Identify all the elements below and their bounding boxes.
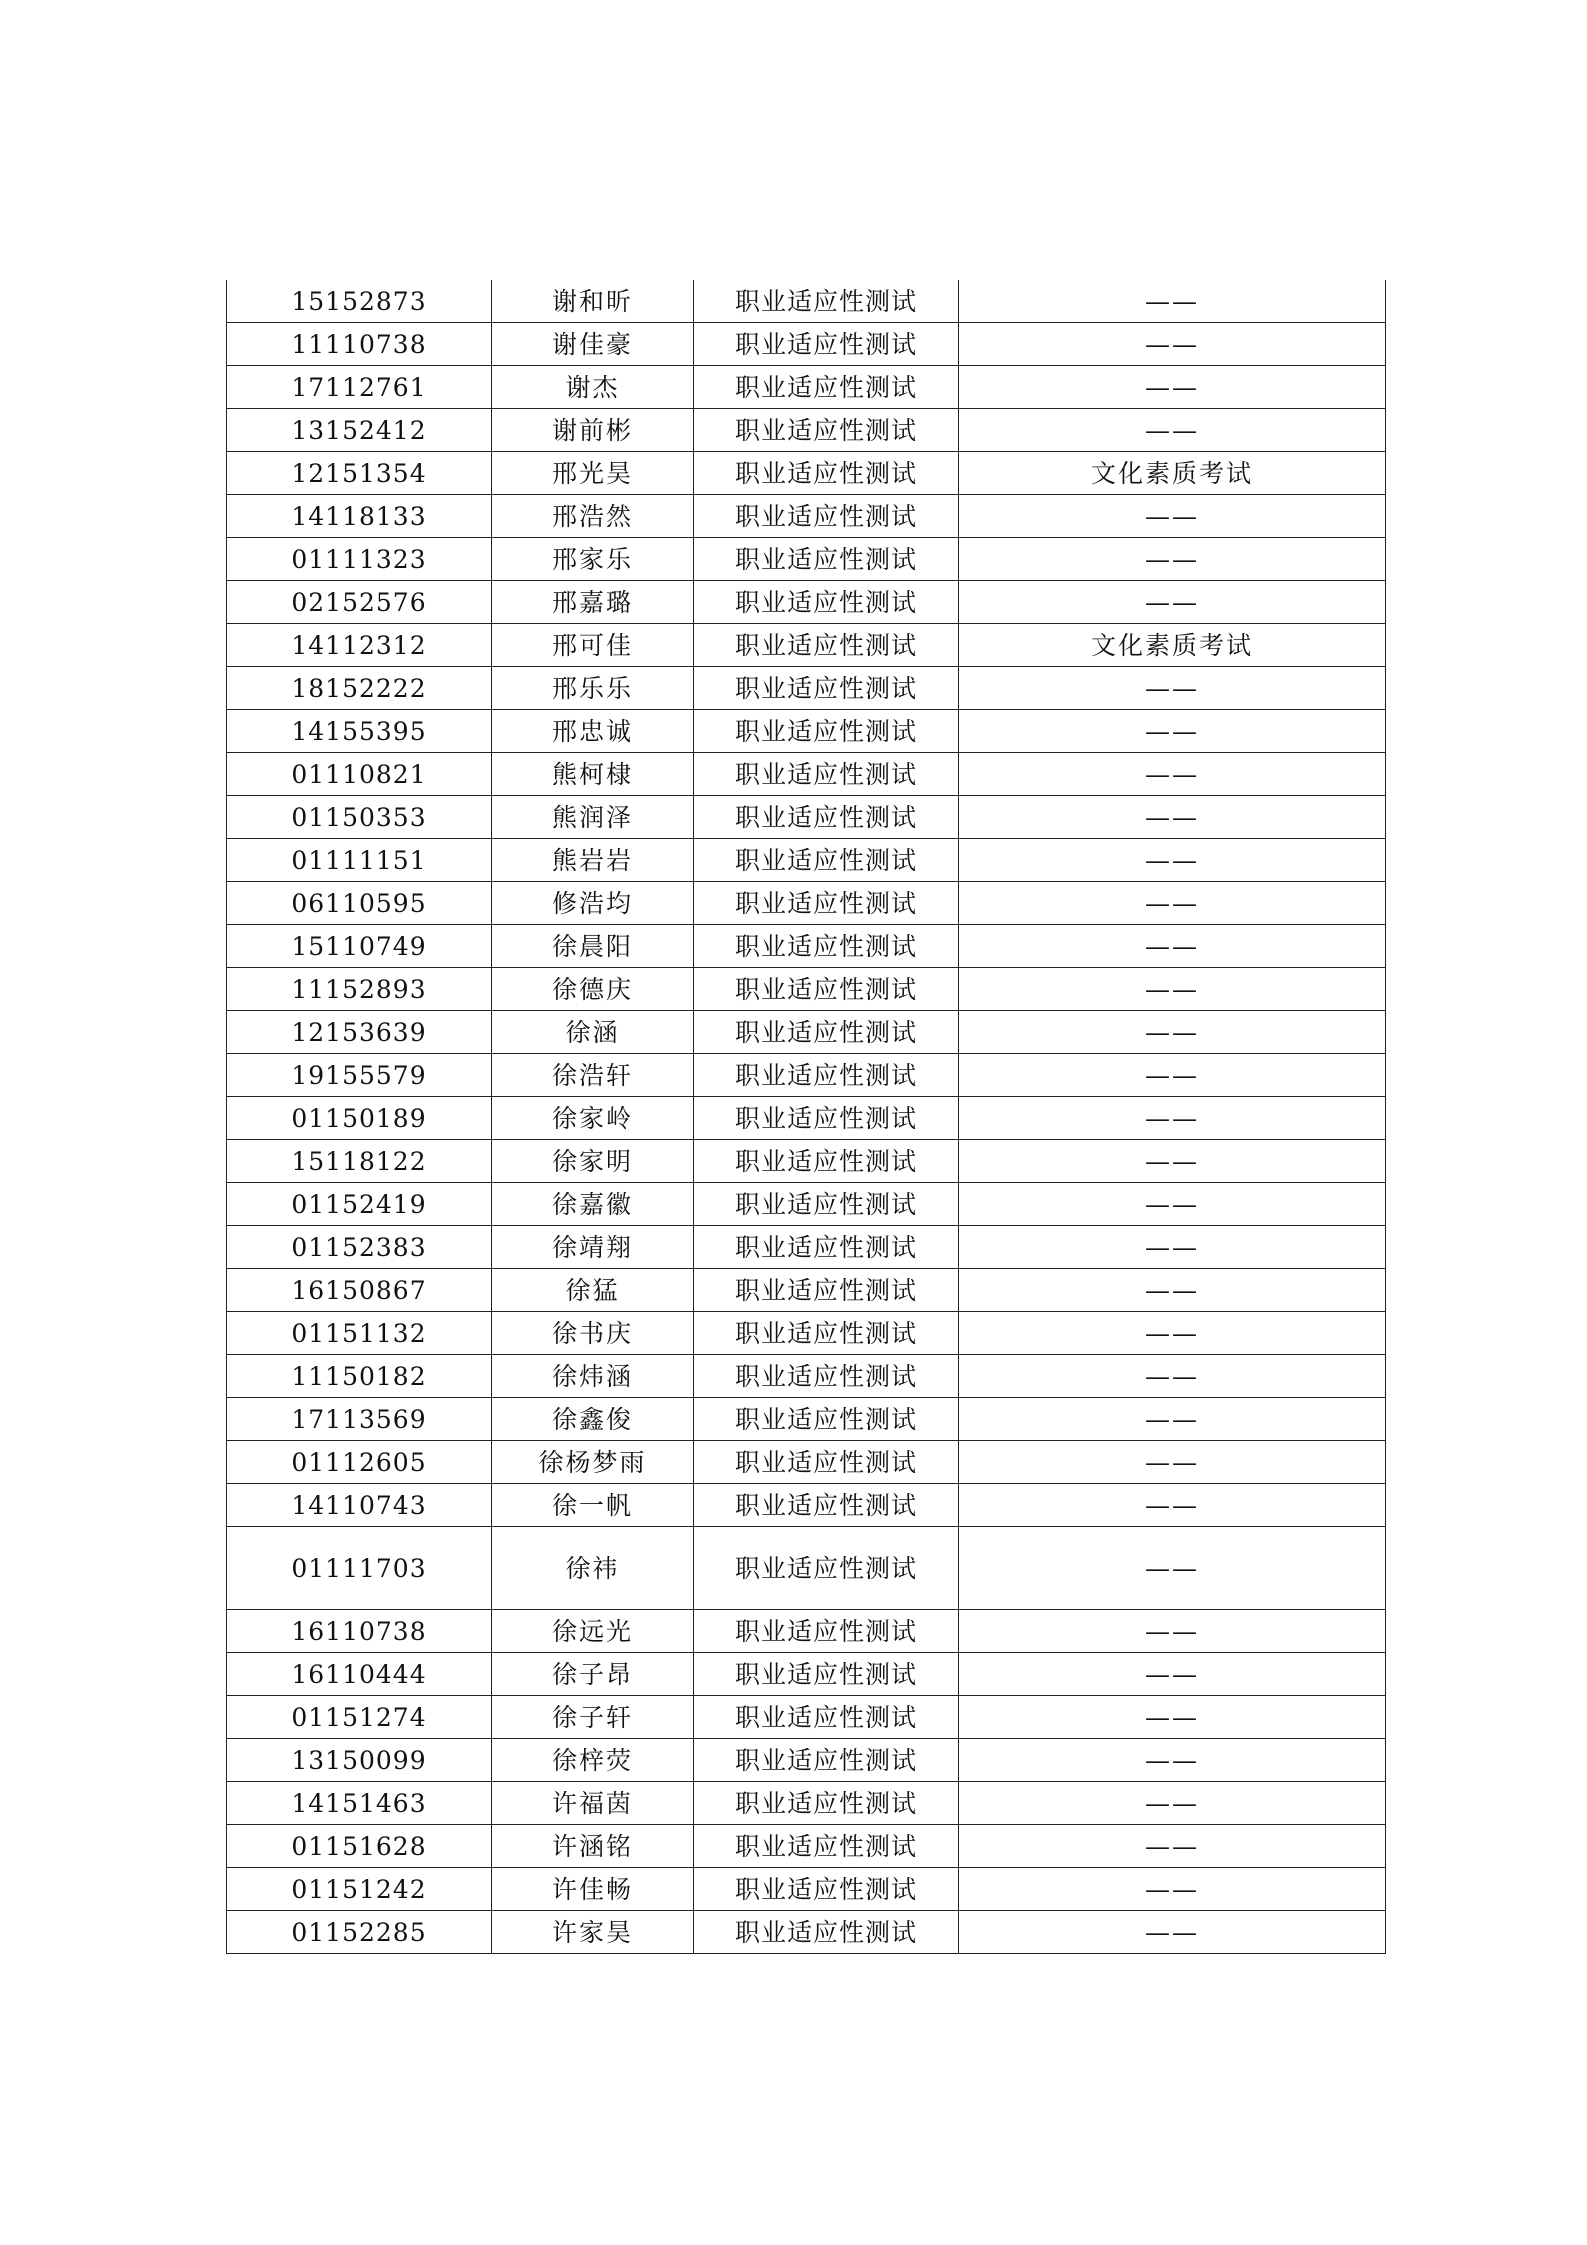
- candidate-id-cell: 11110738: [227, 323, 492, 366]
- candidate-id-cell: 15118122: [227, 1140, 492, 1183]
- additional-exam-cell: ——: [959, 1398, 1386, 1441]
- table-row: [227, 1398, 1386, 1441]
- candidate-id-cell: 01151628: [227, 1825, 492, 1868]
- table-row: [227, 1484, 1386, 1527]
- table-row: [227, 323, 1386, 366]
- test-type-cell: 职业适应性测试: [694, 968, 959, 1011]
- table-row: [227, 1825, 1386, 1868]
- table-row: [227, 409, 1386, 452]
- table-row: [227, 1140, 1386, 1183]
- candidate-id-cell: 02152576: [227, 581, 492, 624]
- candidate-name-cell: 邢嘉璐: [492, 581, 694, 624]
- table-row: [227, 1054, 1386, 1097]
- table-row: [227, 1610, 1386, 1653]
- additional-exam-cell: ——: [959, 1610, 1386, 1653]
- table-row: [227, 925, 1386, 968]
- test-type-cell: 职业适应性测试: [694, 409, 959, 452]
- test-type-cell: 职业适应性测试: [694, 1140, 959, 1183]
- candidate-name-cell: 邢可佳: [492, 624, 694, 667]
- test-type-cell: 职业适应性测试: [694, 1653, 959, 1696]
- candidate-name-cell: 许佳畅: [492, 1868, 694, 1911]
- candidate-id-cell: 19155579: [227, 1054, 492, 1097]
- test-type-cell: 职业适应性测试: [694, 581, 959, 624]
- additional-exam-cell: ——: [959, 839, 1386, 882]
- table-row: [227, 366, 1386, 409]
- test-type-cell: 职业适应性测试: [694, 839, 959, 882]
- table-body: [227, 280, 1386, 1954]
- candidate-name-cell: 邢浩然: [492, 495, 694, 538]
- additional-exam-cell: ——: [959, 1269, 1386, 1312]
- candidate-name-cell: 熊润泽: [492, 796, 694, 839]
- test-type-cell: 职业适应性测试: [694, 925, 959, 968]
- table-row: [227, 1911, 1386, 1954]
- candidate-name-cell: 邢忠诚: [492, 710, 694, 753]
- table-row: [227, 882, 1386, 925]
- test-type-cell: 职业适应性测试: [694, 753, 959, 796]
- test-type-cell: 职业适应性测试: [694, 495, 959, 538]
- table-row: [227, 796, 1386, 839]
- test-type-cell: 职业适应性测试: [694, 1610, 959, 1653]
- test-type-cell: 职业适应性测试: [694, 1868, 959, 1911]
- additional-exam-cell: ——: [959, 1183, 1386, 1226]
- candidate-name-cell: 邢光昊: [492, 452, 694, 495]
- table-row: [227, 1527, 1386, 1610]
- candidate-id-cell: 16150867: [227, 1269, 492, 1312]
- test-type-cell: 职业适应性测试: [694, 1782, 959, 1825]
- additional-exam-cell: ——: [959, 1312, 1386, 1355]
- table-row: [227, 452, 1386, 495]
- table-row: [227, 1312, 1386, 1355]
- additional-exam-cell: ——: [959, 1825, 1386, 1868]
- candidate-id-cell: 18152222: [227, 667, 492, 710]
- test-type-cell: 职业适应性测试: [694, 1355, 959, 1398]
- candidate-name-cell: 许家昊: [492, 1911, 694, 1954]
- candidate-id-cell: 01152383: [227, 1226, 492, 1269]
- additional-exam-cell: ——: [959, 1441, 1386, 1484]
- additional-exam-cell: ——: [959, 1097, 1386, 1140]
- table-row: [227, 1355, 1386, 1398]
- test-type-cell: 职业适应性测试: [694, 1183, 959, 1226]
- test-type-cell: 职业适应性测试: [694, 1484, 959, 1527]
- test-type-cell: 职业适应性测试: [694, 1739, 959, 1782]
- additional-exam-cell: ——: [959, 925, 1386, 968]
- additional-exam-cell: ——: [959, 409, 1386, 452]
- candidate-id-cell: 16110444: [227, 1653, 492, 1696]
- table-row: [227, 753, 1386, 796]
- test-type-cell: 职业适应性测试: [694, 1269, 959, 1312]
- candidate-id-cell: 01111703: [227, 1527, 492, 1610]
- additional-exam-cell: ——: [959, 1140, 1386, 1183]
- test-type-cell: 职业适应性测试: [694, 323, 959, 366]
- candidate-id-cell: 01111151: [227, 839, 492, 882]
- test-type-cell: 职业适应性测试: [694, 1911, 959, 1954]
- table-row: [227, 1653, 1386, 1696]
- candidate-name-cell: 徐祎: [492, 1527, 694, 1610]
- test-type-cell: 职业适应性测试: [694, 366, 959, 409]
- candidate-id-cell: 14151463: [227, 1782, 492, 1825]
- test-type-cell: 职业适应性测试: [694, 667, 959, 710]
- additional-exam-cell: ——: [959, 1226, 1386, 1269]
- test-type-cell: 职业适应性测试: [694, 882, 959, 925]
- test-type-cell: 职业适应性测试: [694, 1226, 959, 1269]
- additional-exam-cell: ——: [959, 968, 1386, 1011]
- test-type-cell: 职业适应性测试: [694, 1054, 959, 1097]
- candidate-name-cell: 徐子昂: [492, 1653, 694, 1696]
- candidate-id-cell: 01151274: [227, 1696, 492, 1739]
- candidate-name-cell: 谢和昕: [492, 280, 694, 323]
- additional-exam-cell: ——: [959, 1011, 1386, 1054]
- candidate-id-cell: 15110749: [227, 925, 492, 968]
- table-row: [227, 1441, 1386, 1484]
- candidate-name-cell: 徐杨梦雨: [492, 1441, 694, 1484]
- table-row: [227, 710, 1386, 753]
- test-type-cell: 职业适应性测试: [694, 710, 959, 753]
- candidate-id-cell: 01151132: [227, 1312, 492, 1355]
- table-row: [227, 1097, 1386, 1140]
- table-row: [227, 581, 1386, 624]
- additional-exam-cell: 文化素质考试: [959, 624, 1386, 667]
- candidate-name-cell: 徐嘉徽: [492, 1183, 694, 1226]
- table-row: [227, 1696, 1386, 1739]
- candidate-id-cell: 01150189: [227, 1097, 492, 1140]
- test-type-cell: 职业适应性测试: [694, 1011, 959, 1054]
- additional-exam-cell: ——: [959, 882, 1386, 925]
- candidate-id-cell: 17112761: [227, 366, 492, 409]
- additional-exam-cell: ——: [959, 366, 1386, 409]
- test-type-cell: 职业适应性测试: [694, 1825, 959, 1868]
- additional-exam-cell: ——: [959, 1355, 1386, 1398]
- table-row: [227, 1011, 1386, 1054]
- candidate-id-cell: 01112605: [227, 1441, 492, 1484]
- test-type-cell: 职业适应性测试: [694, 1527, 959, 1610]
- candidate-id-cell: 14118133: [227, 495, 492, 538]
- test-type-cell: 职业适应性测试: [694, 452, 959, 495]
- additional-exam-cell: ——: [959, 495, 1386, 538]
- candidate-id-cell: 01151242: [227, 1868, 492, 1911]
- candidate-name-cell: 许福茵: [492, 1782, 694, 1825]
- candidate-id-cell: 12151354: [227, 452, 492, 495]
- additional-exam-cell: ——: [959, 667, 1386, 710]
- test-type-cell: 职业适应性测试: [694, 796, 959, 839]
- candidate-name-cell: 徐家明: [492, 1140, 694, 1183]
- candidate-name-cell: 徐远光: [492, 1610, 694, 1653]
- table-row: [227, 1739, 1386, 1782]
- candidate-name-cell: 徐猛: [492, 1269, 694, 1312]
- candidate-name-cell: 徐晨阳: [492, 925, 694, 968]
- candidate-name-cell: 熊岩岩: [492, 839, 694, 882]
- table-row: [227, 968, 1386, 1011]
- candidate-id-cell: 14155395: [227, 710, 492, 753]
- candidate-name-cell: 徐炜涵: [492, 1355, 694, 1398]
- test-type-cell: 职业适应性测试: [694, 1097, 959, 1140]
- table-row: [227, 538, 1386, 581]
- table-row: [227, 280, 1386, 323]
- table-row: [227, 1868, 1386, 1911]
- test-type-cell: 职业适应性测试: [694, 1696, 959, 1739]
- table-row: [227, 495, 1386, 538]
- additional-exam-cell: 文化素质考试: [959, 452, 1386, 495]
- candidate-name-cell: 许涵铭: [492, 1825, 694, 1868]
- table-row: [227, 667, 1386, 710]
- additional-exam-cell: ——: [959, 1653, 1386, 1696]
- candidate-id-cell: 06110595: [227, 882, 492, 925]
- candidate-name-cell: 徐靖翔: [492, 1226, 694, 1269]
- candidate-name-cell: 徐德庆: [492, 968, 694, 1011]
- table-row: [227, 1269, 1386, 1312]
- additional-exam-cell: ——: [959, 1527, 1386, 1610]
- candidate-id-cell: 13150099: [227, 1739, 492, 1782]
- candidate-id-cell: 14112312: [227, 624, 492, 667]
- candidate-name-cell: 谢前彬: [492, 409, 694, 452]
- additional-exam-cell: ——: [959, 280, 1386, 323]
- additional-exam-cell: ——: [959, 581, 1386, 624]
- additional-exam-cell: ——: [959, 796, 1386, 839]
- additional-exam-cell: ——: [959, 1911, 1386, 1954]
- additional-exam-cell: ——: [959, 1484, 1386, 1527]
- candidate-name-cell: 徐梓荧: [492, 1739, 694, 1782]
- candidate-name-cell: 徐一帆: [492, 1484, 694, 1527]
- candidate-id-cell: 01110821: [227, 753, 492, 796]
- table-row: [227, 1183, 1386, 1226]
- candidate-id-cell: 11152893: [227, 968, 492, 1011]
- candidate-id-cell: 13152412: [227, 409, 492, 452]
- candidate-id-cell: 15152873: [227, 280, 492, 323]
- additional-exam-cell: ——: [959, 1054, 1386, 1097]
- candidate-id-cell: 01150353: [227, 796, 492, 839]
- candidate-name-cell: 熊柯棣: [492, 753, 694, 796]
- exam-list-table: [226, 280, 1386, 1954]
- test-type-cell: 职业适应性测试: [694, 538, 959, 581]
- candidate-name-cell: 谢杰: [492, 366, 694, 409]
- test-type-cell: 职业适应性测试: [694, 1312, 959, 1355]
- candidate-name-cell: 邢乐乐: [492, 667, 694, 710]
- candidate-id-cell: 16110738: [227, 1610, 492, 1653]
- additional-exam-cell: ——: [959, 710, 1386, 753]
- table-row: [227, 839, 1386, 882]
- additional-exam-cell: ——: [959, 1696, 1386, 1739]
- candidate-id-cell: 01111323: [227, 538, 492, 581]
- candidate-name-cell: 谢佳豪: [492, 323, 694, 366]
- table-row: [227, 1226, 1386, 1269]
- additional-exam-cell: ——: [959, 1782, 1386, 1825]
- table-row: [227, 1782, 1386, 1825]
- table-row: [227, 624, 1386, 667]
- candidate-id-cell: 01152285: [227, 1911, 492, 1954]
- candidate-name-cell: 徐涵: [492, 1011, 694, 1054]
- test-type-cell: 职业适应性测试: [694, 624, 959, 667]
- candidate-id-cell: 14110743: [227, 1484, 492, 1527]
- candidate-name-cell: 修浩均: [492, 882, 694, 925]
- additional-exam-cell: ——: [959, 1868, 1386, 1911]
- additional-exam-cell: ——: [959, 753, 1386, 796]
- candidate-id-cell: 11150182: [227, 1355, 492, 1398]
- additional-exam-cell: ——: [959, 323, 1386, 366]
- additional-exam-cell: ——: [959, 538, 1386, 581]
- additional-exam-cell: ——: [959, 1739, 1386, 1782]
- test-type-cell: 职业适应性测试: [694, 1398, 959, 1441]
- candidate-id-cell: 01152419: [227, 1183, 492, 1226]
- candidate-name-cell: 邢家乐: [492, 538, 694, 581]
- candidate-name-cell: 徐浩轩: [492, 1054, 694, 1097]
- test-type-cell: 职业适应性测试: [694, 280, 959, 323]
- candidate-id-cell: 12153639: [227, 1011, 492, 1054]
- candidate-name-cell: 徐书庆: [492, 1312, 694, 1355]
- candidate-name-cell: 徐鑫俊: [492, 1398, 694, 1441]
- candidate-name-cell: 徐家岭: [492, 1097, 694, 1140]
- candidate-name-cell: 徐子轩: [492, 1696, 694, 1739]
- test-type-cell: 职业适应性测试: [694, 1441, 959, 1484]
- candidate-id-cell: 17113569: [227, 1398, 492, 1441]
